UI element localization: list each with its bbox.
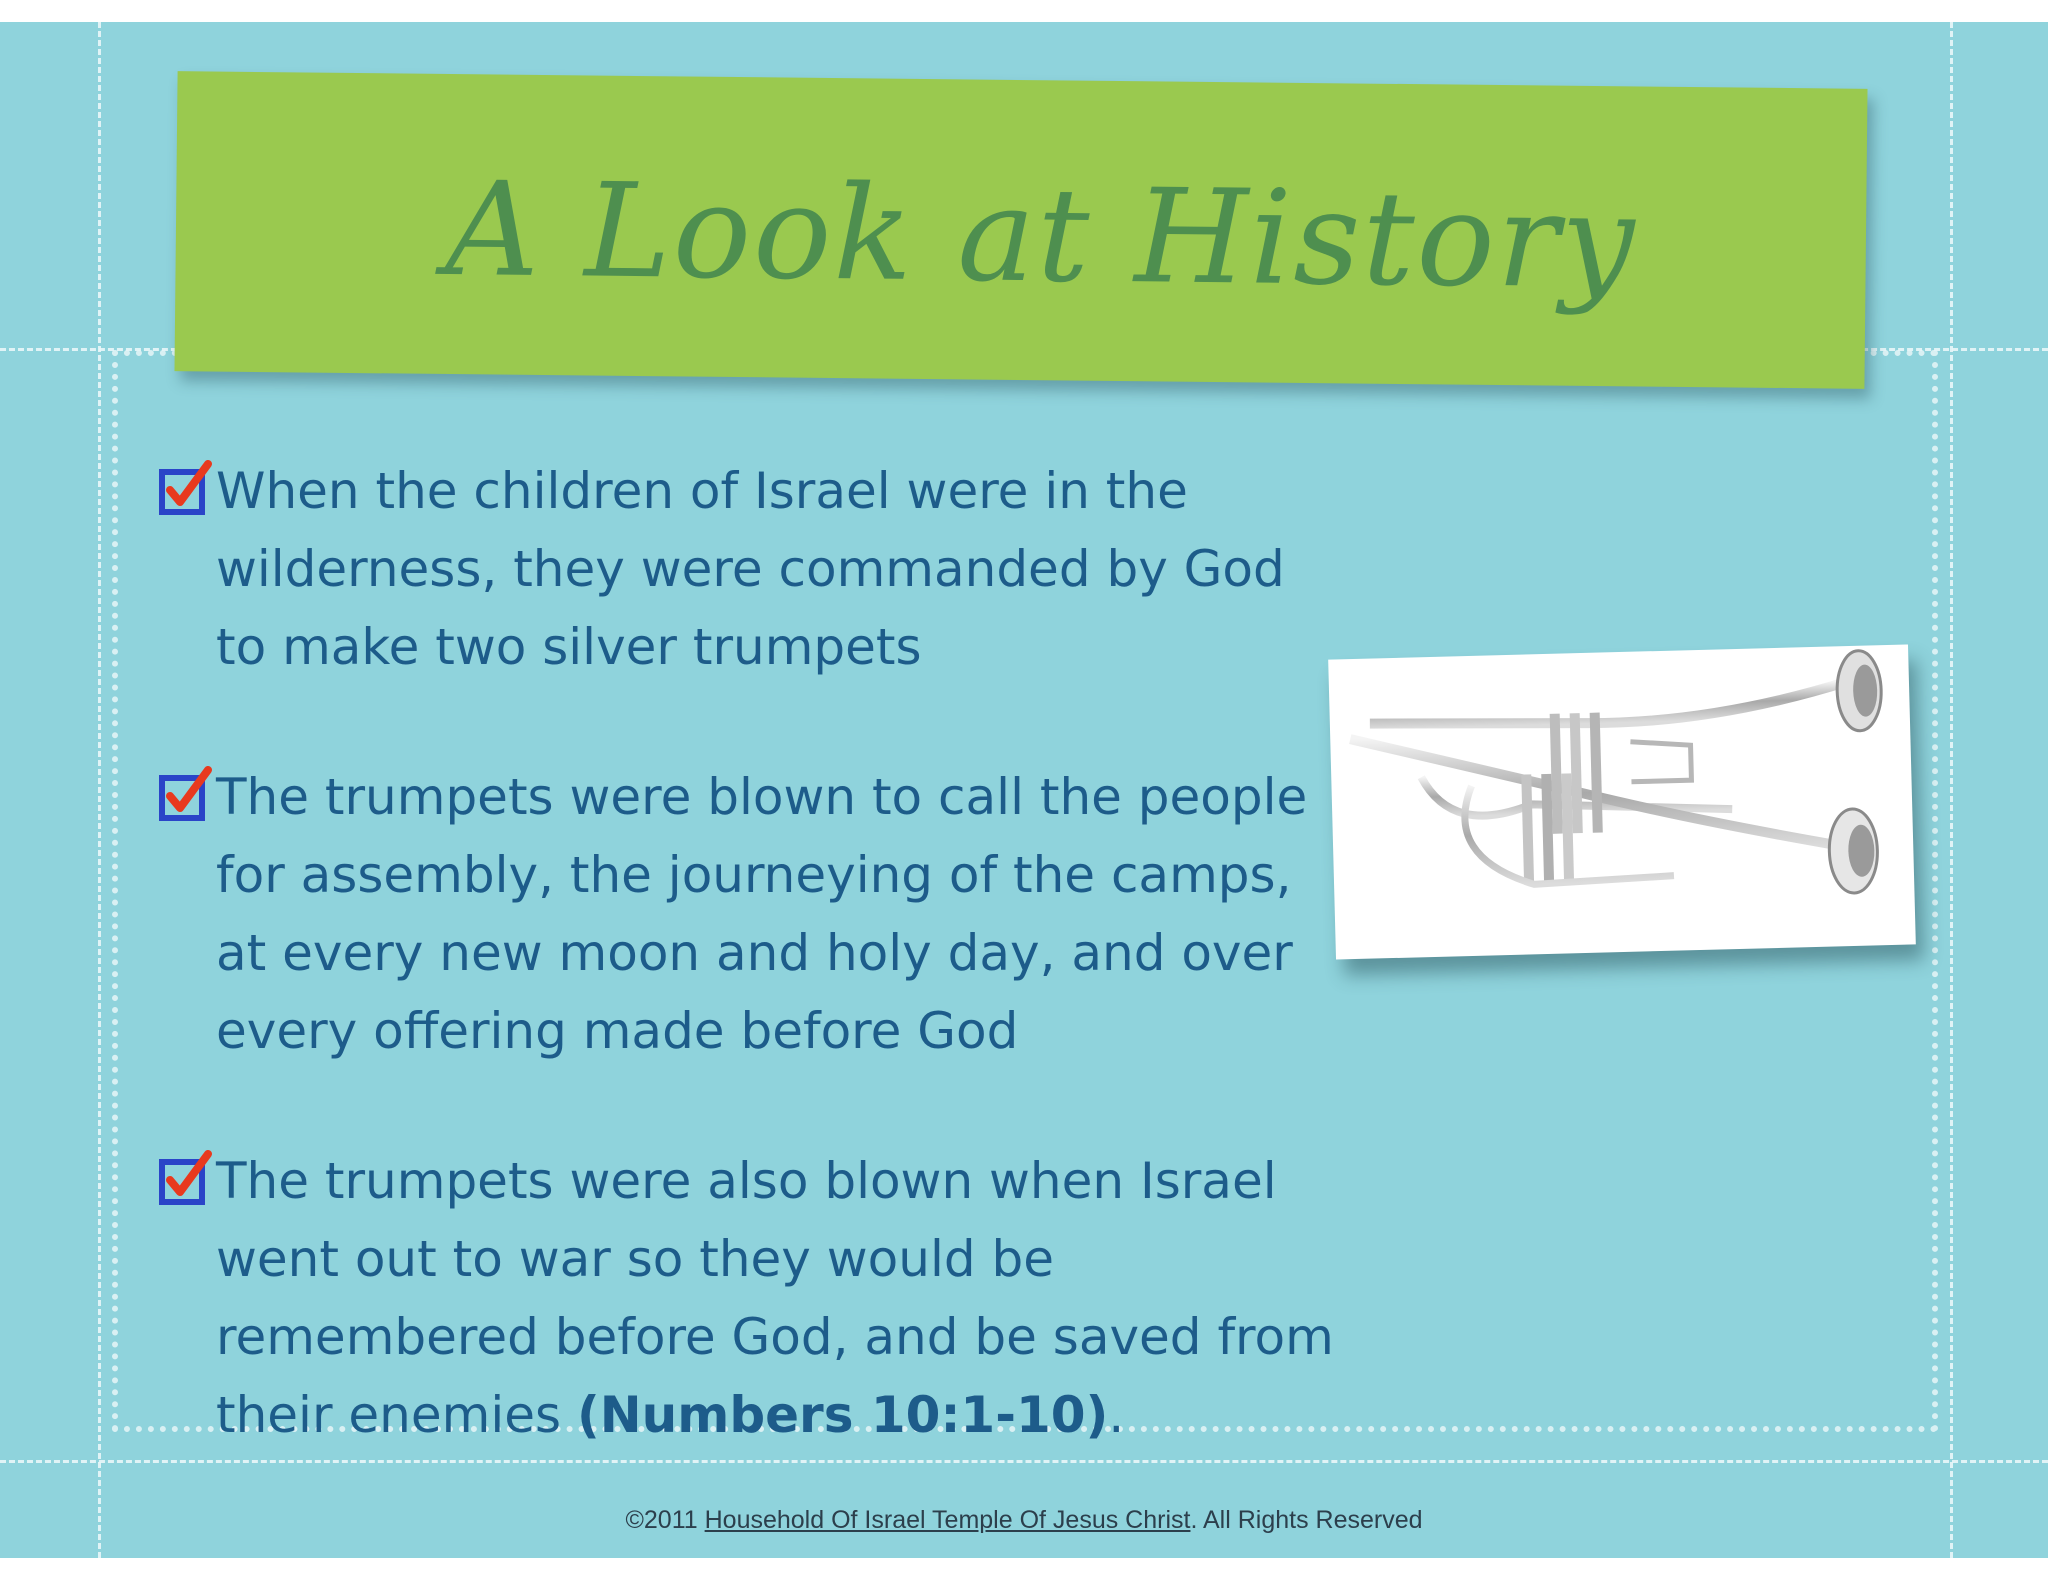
stitch-line	[98, 22, 101, 1558]
copyright-suffix: . All Rights Reserved	[1190, 1506, 1423, 1534]
list-item	[150, 758, 1340, 1070]
organization-link[interactable]: Household Of Israel Temple Of Jesus Christ	[704, 1506, 1191, 1534]
checkbox-checked-icon	[158, 766, 214, 822]
stitch-line	[1950, 22, 1953, 1558]
bullet-body: The trumpets were also blown when Israel went out to war so they would be remembered before God, and be saved from their enemies	[216, 1152, 1334, 1444]
trumpet-icon	[1328, 644, 1916, 959]
scripture-reference: (Numbers 10:1-10)	[576, 1386, 1109, 1444]
list-item	[150, 452, 1340, 686]
title-banner	[174, 71, 1867, 389]
bullet-text: The trumpets were blown to call the people for assembly, the journeying of the camps, at every new moon and holy day, and over every offering made before God	[216, 768, 1308, 1060]
list-item	[150, 1142, 1340, 1454]
trumpet-image	[1328, 644, 1916, 959]
copyright-footer	[0, 1506, 2048, 1535]
checkbox-checked-icon	[158, 1150, 214, 1206]
checkbox-checked-icon	[158, 460, 214, 516]
bullet-list	[150, 452, 1340, 1526]
copyright-prefix: ©2011	[625, 1506, 705, 1534]
bullet-text	[216, 1142, 1340, 1454]
bullet-suffix: .	[1108, 1386, 1125, 1444]
slide	[0, 22, 2048, 1558]
page-title: A Look at History	[444, 152, 1638, 318]
bullet-text: When the children of Israel were in the wilderness, they were commanded by God to make two silver trumpets	[216, 462, 1285, 676]
